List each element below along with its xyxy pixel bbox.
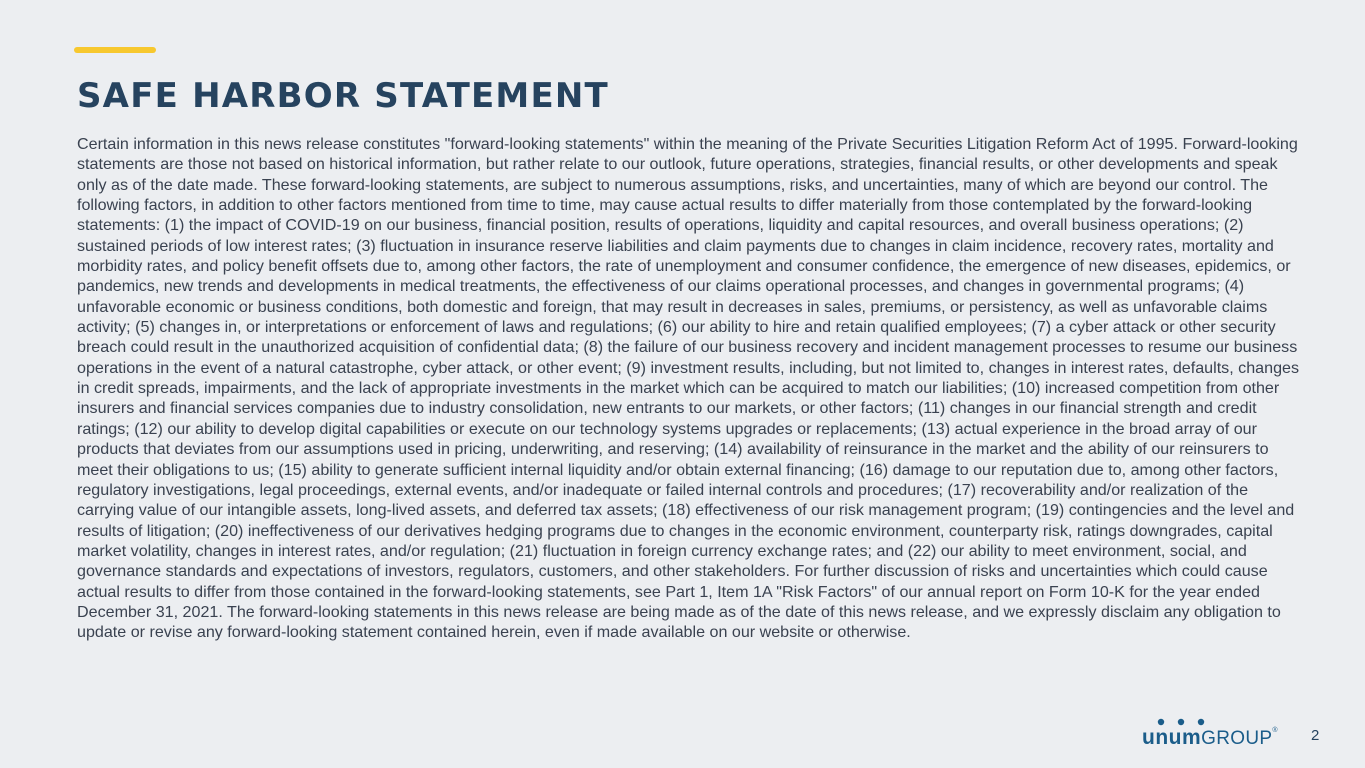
logo-registered-mark: ®: [1272, 727, 1278, 734]
unum-group-logo: [1142, 718, 1288, 748]
logo-dots-icon: [1152, 718, 1212, 726]
logo-suffix-text: GROUP: [1201, 728, 1273, 749]
page-number: 2: [1311, 727, 1320, 744]
page-title: SAFE HARBOR STATEMENT: [77, 76, 609, 116]
safe-harbor-body-text: Certain information in this news release constitutes "forward-looking statements" within the meaning of the Private Securities Litigation Reform Act of 1995. Forward-looking statements are those not based on historical information, but rather relate to our outlook, future operations, strategies, financial results, or other developments and speak only as of the date made. These forward-looking statements, are subject to numerous assumptions, risks, and uncertainties, many of which are beyond our control. The following factors, in addition to other factors mentioned from time to time, may cause actual results to differ materially from those contemplated by the forward-looking statements: (1) the impact of COVID-19 on our business, financial position, results of operations, liquidity and capital resources, and overall business operations; (2) sustained periods of low interest rates; (3) fluctuation in insurance reserve liabilities and claim payments due to changes in claim incidence, recovery rates, mortality and morbidity rates, and policy benefit offsets due to, among other factors, the rate of unemployment and consumer confidence, the emergence of new diseases, epidemics, or pandemics, new trends and developments in medical treatments, the effectiveness of our claims operational processes, and changes in governmental programs; (4) unfavorable economic or business conditions, both domestic and foreign, that may result in decreases in sales, premiums, or persistency, as well as unfavorable claims activity; (5) changes in, or interpretations or enforcement of laws and regulations; (6) our ability to hire and retain qualified employees; (7) a cyber attack or other security breach could result in the unauthorized acquisition of confidential data; (8) the failure of our business recovery and incident management processes to resume our business operations in the event of a natural catastrophe, cyber attack, or other event; (9) investment results, including, but not limited to, changes in interest rates, defaults, changes in credit spreads, impairments, and the lack of appropriate investments in the market which can be acquired to match our liabilities; (10) increased competition from other insurers and financial services companies due to industry consolidation, new entrants to our markets, or other factors; (11) changes in our financial strength and credit ratings; (12) our ability to develop digital capabilities or execute on our technology systems upgrades or replacements; (13) actual experience in the broad array of our products that deviates from our assumptions used in pricing, underwriting, and reserving; (14) availability of reinsurance in the market and the ability of our reinsurers to meet their obligations to us; (15) ability to generate sufficient internal liquidity and/or obtain external financing; (16) damage to our reputation due to, among other factors, regulatory investigations, legal proceedings, external events, and/or inadequate or failed internal controls and procedures; (17) recoverability and/or realization of the carrying value of our intangible assets, long-lived assets, and deferred tax assets; (18) effectiveness of our risk management program; (19) contingencies and the level and results of litigation; (20) ineffectiveness of our derivatives hedging programs due to changes in the economic environment, counterparty risk, ratings downgrades, capital market volatility, changes in interest rates, and/or regulation; (21) fluctuation in foreign currency exchange rates; and (22) our ability to meet environment, social, and governance standards and expectations of investors, regulators, customers, and other stakeholders. For further discussion of risks and uncertainties which could cause actual results to differ from those contained in the forward-looking statements, see Part 1, Item 1A "Risk Factors" of our annual report on Form 10-K for the year ended December 31, 2021. The forward-looking statements in this news release are being made as of the date of this news release, and we expressly disclaim any obligation to update or revise any forward-looking statement contained herein, even if made available on our website or otherwise.: [77, 135, 1300, 642]
logo-brand-text: unum: [1142, 726, 1202, 749]
logo-wordmark: [1142, 727, 1278, 748]
title-accent-bar: [74, 47, 156, 53]
